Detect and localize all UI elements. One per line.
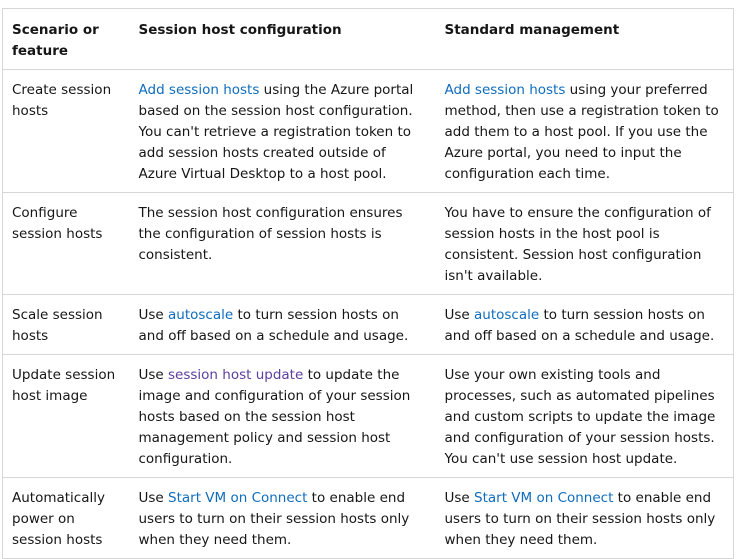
cell-text: to update the image and configuration of your session hosts based on the session host management policy and session host configuration. — [138, 367, 411, 467]
add-session-hosts-link[interactable]: Add session hosts — [444, 82, 566, 98]
table-row — [3, 295, 734, 355]
scenario-cell: Update session host image — [3, 355, 130, 478]
cell-text: Use — [444, 490, 475, 506]
header-scenario: Scenario or feature — [3, 9, 130, 70]
scenario-cell: Create session hosts — [3, 70, 130, 193]
header-standard-management: Standard management — [436, 9, 734, 70]
cell-text: Use — [138, 490, 169, 506]
comparison-table — [2, 8, 734, 559]
standard-cell: You have to ensure the configuration of session hosts in the host pool is consistent. Session host configuration isn't available. — [436, 193, 734, 295]
cell-text: to turn session hosts on and off based on a schedule and usage. — [138, 307, 409, 344]
standard-cell — [436, 295, 734, 355]
scenario-cell: Scale session hosts — [3, 295, 130, 355]
cell-text: Use — [138, 307, 169, 323]
config-cell — [130, 70, 436, 193]
standard-cell: Use your own existing tools and processes, such as automated pipelines and custom scripts to update the image and configuration of your session hosts. You can't use session host update. — [436, 355, 734, 478]
config-cell — [130, 478, 436, 559]
cell-text: Use — [138, 367, 169, 383]
cell-text: using your preferred method, then use a registration token to add them to a host pool. If you use the Azure portal, you need to input the configuration each time. — [444, 82, 719, 182]
cell-text: to enable end users to turn on their session hosts only when they need them. — [138, 490, 410, 548]
table-row — [3, 70, 734, 193]
standard-cell — [436, 478, 734, 559]
add-session-hosts-link[interactable]: Add session hosts — [138, 82, 260, 98]
autoscale-link[interactable]: autoscale — [474, 307, 540, 323]
table-row — [3, 478, 734, 559]
table-header-row — [3, 9, 734, 70]
config-cell — [130, 355, 436, 478]
start-vm-on-connect-link[interactable]: Start VM on Connect — [168, 490, 308, 506]
table-row — [3, 193, 734, 295]
autoscale-link[interactable]: autoscale — [168, 307, 234, 323]
cell-text: using the Azure portal based on the session host configuration. You can't retrieve a registration token to add session hosts created outside of Azure Virtual Desktop to a host pool. — [138, 82, 414, 182]
start-vm-on-connect-link[interactable]: Start VM on Connect — [474, 490, 614, 506]
table-row — [3, 355, 734, 478]
cell-text: to turn session hosts on and off based on a schedule and usage. — [444, 307, 715, 344]
scenario-cell: Configure session hosts — [3, 193, 130, 295]
standard-cell — [436, 70, 734, 193]
scenario-cell: Automatically power on session hosts — [3, 478, 130, 559]
session-host-update-link[interactable]: session host update — [168, 367, 304, 383]
cell-text: to enable end users to turn on their session hosts only when they need them. — [444, 490, 716, 548]
config-cell — [130, 295, 436, 355]
config-cell: The session host configuration ensures the configuration of session hosts is consistent. — [130, 193, 436, 295]
cell-text: Use — [444, 307, 475, 323]
header-session-host-configuration: Session host configuration — [130, 9, 436, 70]
